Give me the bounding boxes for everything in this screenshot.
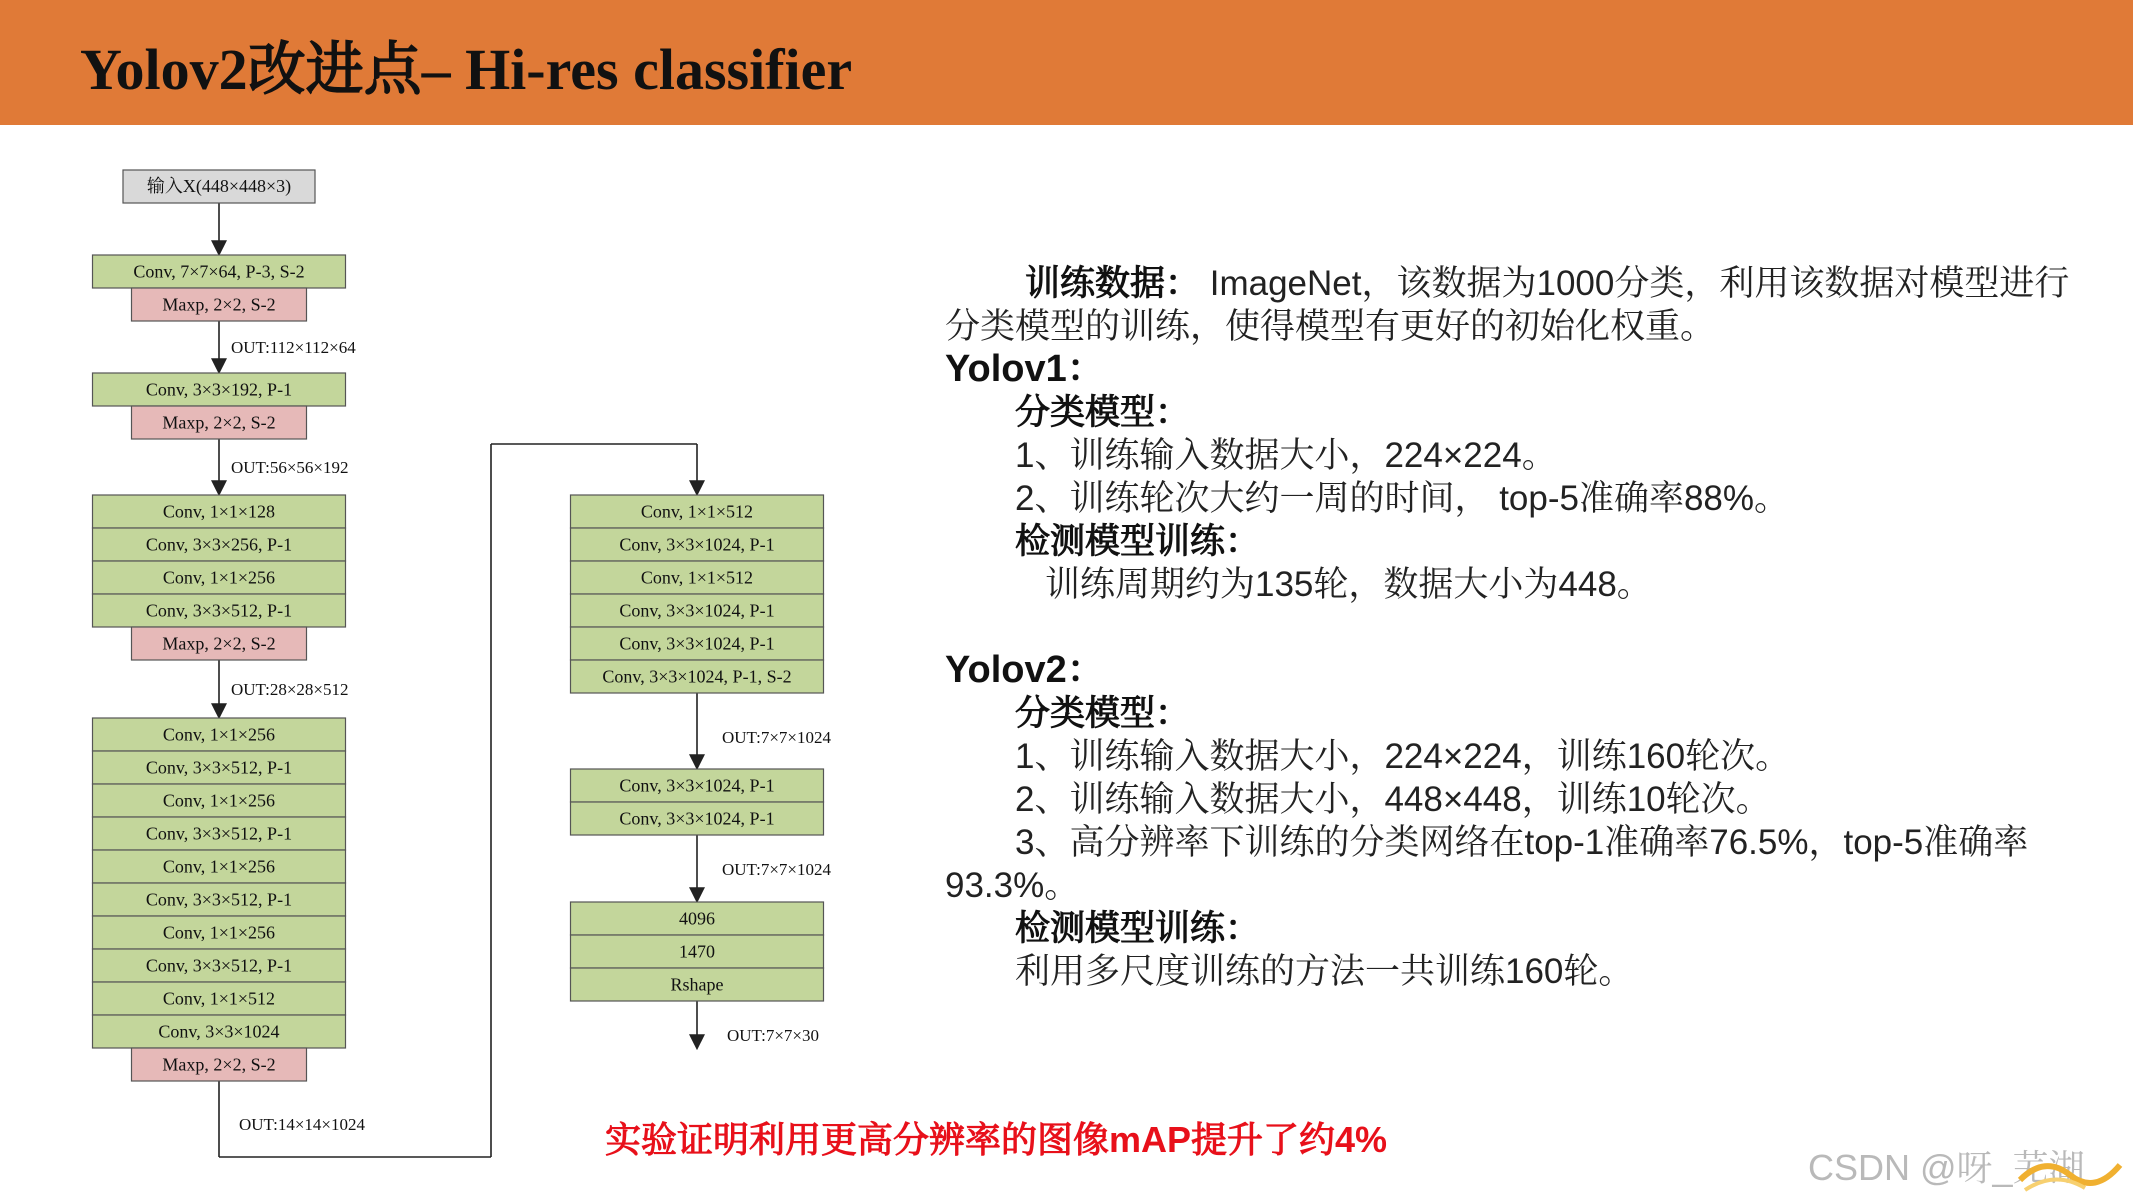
layer-row-conv	[93, 495, 346, 528]
v2-cls-item: 2、训练输入数据大小，448×448，训练10轮次。	[1015, 780, 1771, 819]
layer-row-conv-label: Conv, 3×3×256, P-1	[145, 534, 293, 555]
yolov1-title: Yolov1：	[945, 348, 1105, 390]
layer-row-conv-label: Conv, 1×1×128	[162, 501, 276, 522]
layer-row-conv	[93, 594, 346, 627]
layer-row-conv	[93, 949, 346, 982]
text-panel	[945, 262, 2085, 993]
layer-row-conv	[571, 769, 824, 802]
layer-row-conv-label: 1470	[679, 941, 715, 962]
layer-row-conv	[93, 255, 346, 288]
layer-row-conv	[571, 660, 824, 693]
layer-row-conv-label: Conv, 3×3×1024	[158, 1021, 280, 1042]
v2-cls-item-3-cont: 93.3%。	[945, 866, 1080, 905]
layer-row-pool	[132, 406, 307, 439]
output-shape-label: OUT:112×112×64	[231, 338, 356, 357]
v1-cls-item: 1、训练输入数据大小，224×224。	[1015, 436, 1557, 475]
layer-row-conv-label: Conv, 1×1×256	[162, 922, 276, 943]
layer-row-conv	[93, 916, 346, 949]
layer-row-conv	[571, 935, 824, 968]
layer-row-conv-label: Conv, 7×7×64, P-3, S-2	[133, 261, 305, 282]
layer-row-conv	[93, 1015, 346, 1048]
layer-row-conv-label: Rshape	[670, 974, 724, 995]
layer-row-conv-label: Conv, 3×3×512, P-1	[145, 600, 293, 621]
layer-row-conv	[93, 561, 346, 594]
output-shape-label: OUT:56×56×192	[231, 458, 349, 477]
layer-row-conv	[93, 817, 346, 850]
v2-det-title: 检测模型训练：	[1015, 909, 1261, 948]
layer-row-conv-label: Conv, 1×1×256	[162, 567, 276, 588]
layer-row-conv-label: Conv, 3×3×512, P-1	[145, 889, 293, 910]
v2-cls-item-3: 3、高分辨率下训练的分类网络在top-1准确率76.5%，top-5准确率	[1015, 823, 2029, 862]
layer-row-pool	[132, 288, 307, 321]
layer-row-conv-label: Conv, 3×3×1024, P-1	[619, 808, 775, 829]
layer-row-conv	[93, 784, 346, 817]
layer-row-conv-label: 4096	[679, 908, 715, 929]
layer-row-conv-label: Conv, 3×3×512, P-1	[145, 955, 293, 976]
layer-row-conv-label: Conv, 3×3×512, P-1	[145, 823, 293, 844]
layer-row-conv	[93, 883, 346, 916]
output-shape-label: OUT:7×7×30	[727, 1026, 819, 1045]
layer-row-conv-label: Conv, 3×3×512, P-1	[145, 757, 293, 778]
layer-row-conv	[571, 561, 824, 594]
layer-row-conv-label: Conv, 1×1×512	[162, 988, 276, 1009]
layer-row-pool-label: Maxp, 2×2, S-2	[162, 633, 276, 654]
layer-row-conv	[93, 751, 346, 784]
output-shape-label: OUT:14×14×1024	[239, 1115, 365, 1134]
layer-row-conv	[571, 802, 824, 835]
v1-cls-item: 2、训练轮次大约一周的时间， top-5准确率88%。	[1015, 479, 1790, 518]
layer-row-conv-label: Conv, 3×3×1024, P-1	[619, 633, 775, 654]
layer-row-conv	[571, 594, 824, 627]
output-shape-label: OUT:7×7×1024	[722, 728, 831, 747]
layer-row-conv	[93, 528, 346, 561]
layer-row-pool-label: Maxp, 2×2, S-2	[162, 1054, 276, 1075]
layer-row-conv-label: Conv, 3×3×1024, P-1	[619, 534, 775, 555]
layer-row-conv-label: Conv, 3×3×192, P-1	[145, 379, 293, 400]
layer-row-conv-label: Conv, 1×1×512	[640, 501, 754, 522]
v1-det-title: 检测模型训练：	[1015, 522, 1261, 561]
layer-row-conv	[93, 373, 346, 406]
v2-cls-title: 分类模型：	[1015, 694, 1191, 733]
v2-det-text: 利用多尺度训练的方法一共训练160轮。	[1015, 952, 1634, 991]
v2-cls-item: 1、训练输入数据大小，224×224，训练160轮次。	[1015, 737, 1791, 776]
train-data-text: ImageNet，该数据为1000分类，利用该数据对模型进行分类模型的训练，使得模型有更好的初始化权重。	[945, 264, 2070, 346]
layer-row-conv	[571, 968, 824, 1001]
layer-row-conv-label: Conv, 1×1×256	[162, 856, 276, 877]
train-data-label: 训练数据：	[1025, 264, 1201, 303]
layer-row-conv	[571, 902, 824, 935]
conclusion-note: 实验证明利用更高分辨率的图像mAP提升了约4%	[605, 1119, 1388, 1160]
layer-row-conv-label: Conv, 1×1×256	[162, 790, 276, 811]
layer-row-pool-label: Maxp, 2×2, S-2	[162, 294, 276, 315]
layer-row-conv-label: Conv, 1×1×256	[162, 724, 276, 745]
layer-row-pool-label: Maxp, 2×2, S-2	[162, 412, 276, 433]
input-box-label: 输入X(448×448×3)	[146, 176, 292, 196]
output-shape-label: OUT:7×7×1024	[722, 860, 831, 879]
layer-row-conv	[93, 718, 346, 751]
csdn-watermark: CSDN @呀_芜湖	[1808, 1147, 2085, 1188]
input-box	[123, 170, 315, 203]
layer-row-conv-label: Conv, 3×3×1024, P-1	[619, 775, 775, 796]
slide-title: Yolov2改进点– Hi-res classifier	[80, 37, 853, 102]
layer-row-conv	[571, 528, 824, 561]
layer-row-conv-label: Conv, 1×1×512	[640, 567, 754, 588]
logo-icon	[2015, 1150, 2125, 1195]
v1-cls-title: 分类模型：	[1015, 393, 1191, 432]
output-shape-label: OUT:28×28×512	[231, 680, 349, 699]
layer-row-conv	[93, 982, 346, 1015]
layer-row-pool	[132, 1048, 307, 1081]
layer-row-conv	[571, 495, 824, 528]
v1-det-text: 训练周期约为135轮，数据大小为448。	[1045, 565, 1652, 604]
train-data-paragraph	[945, 262, 2085, 348]
yolov2-title: Yolov2：	[945, 649, 1105, 691]
layer-row-conv	[571, 627, 824, 660]
layer-row-conv	[93, 850, 346, 883]
layer-row-conv-label: Conv, 3×3×1024, P-1	[619, 600, 775, 621]
layer-row-conv-label: Conv, 3×3×1024, P-1, S-2	[602, 666, 792, 687]
spacer	[945, 606, 2085, 649]
layer-row-pool	[132, 627, 307, 660]
